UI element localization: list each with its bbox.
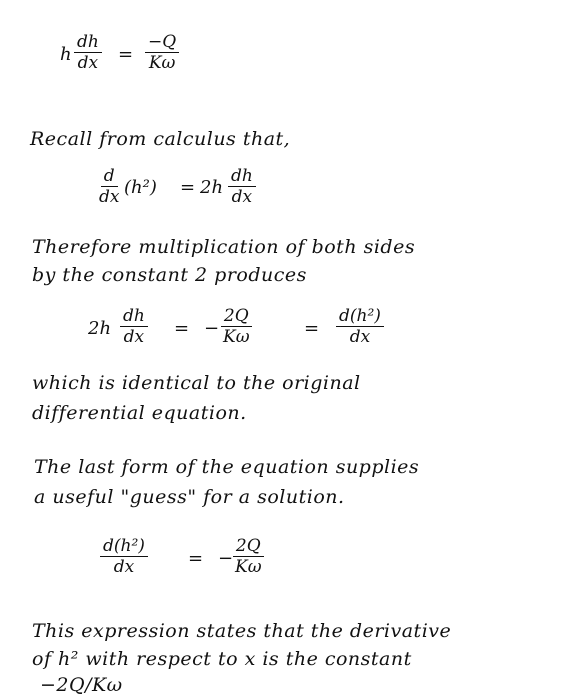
eq4-dh2-dx-fraction	[100, 536, 148, 577]
eq1-rhs-fraction	[145, 32, 179, 73]
eq4-denominator: dx	[113, 557, 135, 577]
eq3-2q-kw-fraction	[220, 306, 253, 347]
text-last-form-1: The last form of the equation supplies	[34, 456, 420, 478]
eq4-numerator: d(h²)	[100, 536, 148, 557]
eq2-rhs-numerator: dh	[228, 166, 256, 187]
eq2-numerator: d	[101, 166, 118, 187]
eq2-h-squared: (h²)	[124, 177, 157, 198]
eq3-minus: −	[204, 318, 220, 339]
eq3-mid-denominator: Kω	[223, 327, 250, 347]
eq1-equals: =	[118, 44, 134, 65]
eq4-equals: =	[188, 548, 204, 569]
eq3-2h: 2h	[88, 318, 112, 339]
text-therefore-2: by the constant 2 produces	[32, 264, 307, 286]
eq4-rhs-denominator: Kω	[235, 557, 262, 577]
eq3-dh-dx-fraction	[120, 306, 148, 347]
eq3-numerator: dh	[120, 306, 148, 327]
text-therefore-1: Therefore multiplication of both sides	[32, 236, 416, 258]
eq3-equals-2: =	[304, 318, 320, 339]
eq1-h: h	[60, 44, 72, 65]
eq1-dh-dx-fraction	[74, 32, 102, 73]
eq1-denominator: dx	[77, 53, 99, 73]
eq3-dh2-dx-fraction	[336, 306, 384, 347]
eq2-denominator: dx	[99, 187, 120, 207]
eq1-rhs-denominator: Kω	[148, 53, 176, 73]
eq2-d-dx-fraction	[96, 166, 122, 207]
eq2-dh-dx-fraction	[228, 166, 256, 207]
eq3-rhs-numerator: d(h²)	[336, 306, 384, 327]
eq2-equals: =	[180, 177, 196, 198]
eq2-rhs-denominator: dx	[231, 187, 253, 207]
eq4-minus: −	[218, 548, 234, 569]
eq3-mid-numerator: 2Q	[221, 306, 252, 327]
eq3-denominator: dx	[123, 327, 145, 347]
eq1-rhs-numerator: −Q	[145, 32, 179, 53]
text-identical-2: differential equation.	[32, 402, 247, 424]
eq4-2q-kw-fraction	[232, 536, 265, 577]
text-last-form-2: a useful "guess" for a solution.	[34, 486, 345, 508]
eq4-rhs-numerator: 2Q	[233, 536, 264, 557]
text-expression-3: −2Q/Kω	[40, 674, 123, 696]
eq3-rhs-denominator: dx	[349, 327, 371, 347]
eq2-2h: 2h	[200, 177, 224, 198]
eq1-numerator: dh	[74, 32, 102, 53]
text-expression-1: This expression states that the derivative	[32, 620, 452, 642]
text-identical-1: which is identical to the original	[32, 372, 361, 394]
text-expression-2: of h² with respect to x is the constant	[32, 648, 412, 670]
text-recall: Recall from calculus that,	[30, 128, 291, 150]
eq3-equals-1: =	[174, 318, 190, 339]
